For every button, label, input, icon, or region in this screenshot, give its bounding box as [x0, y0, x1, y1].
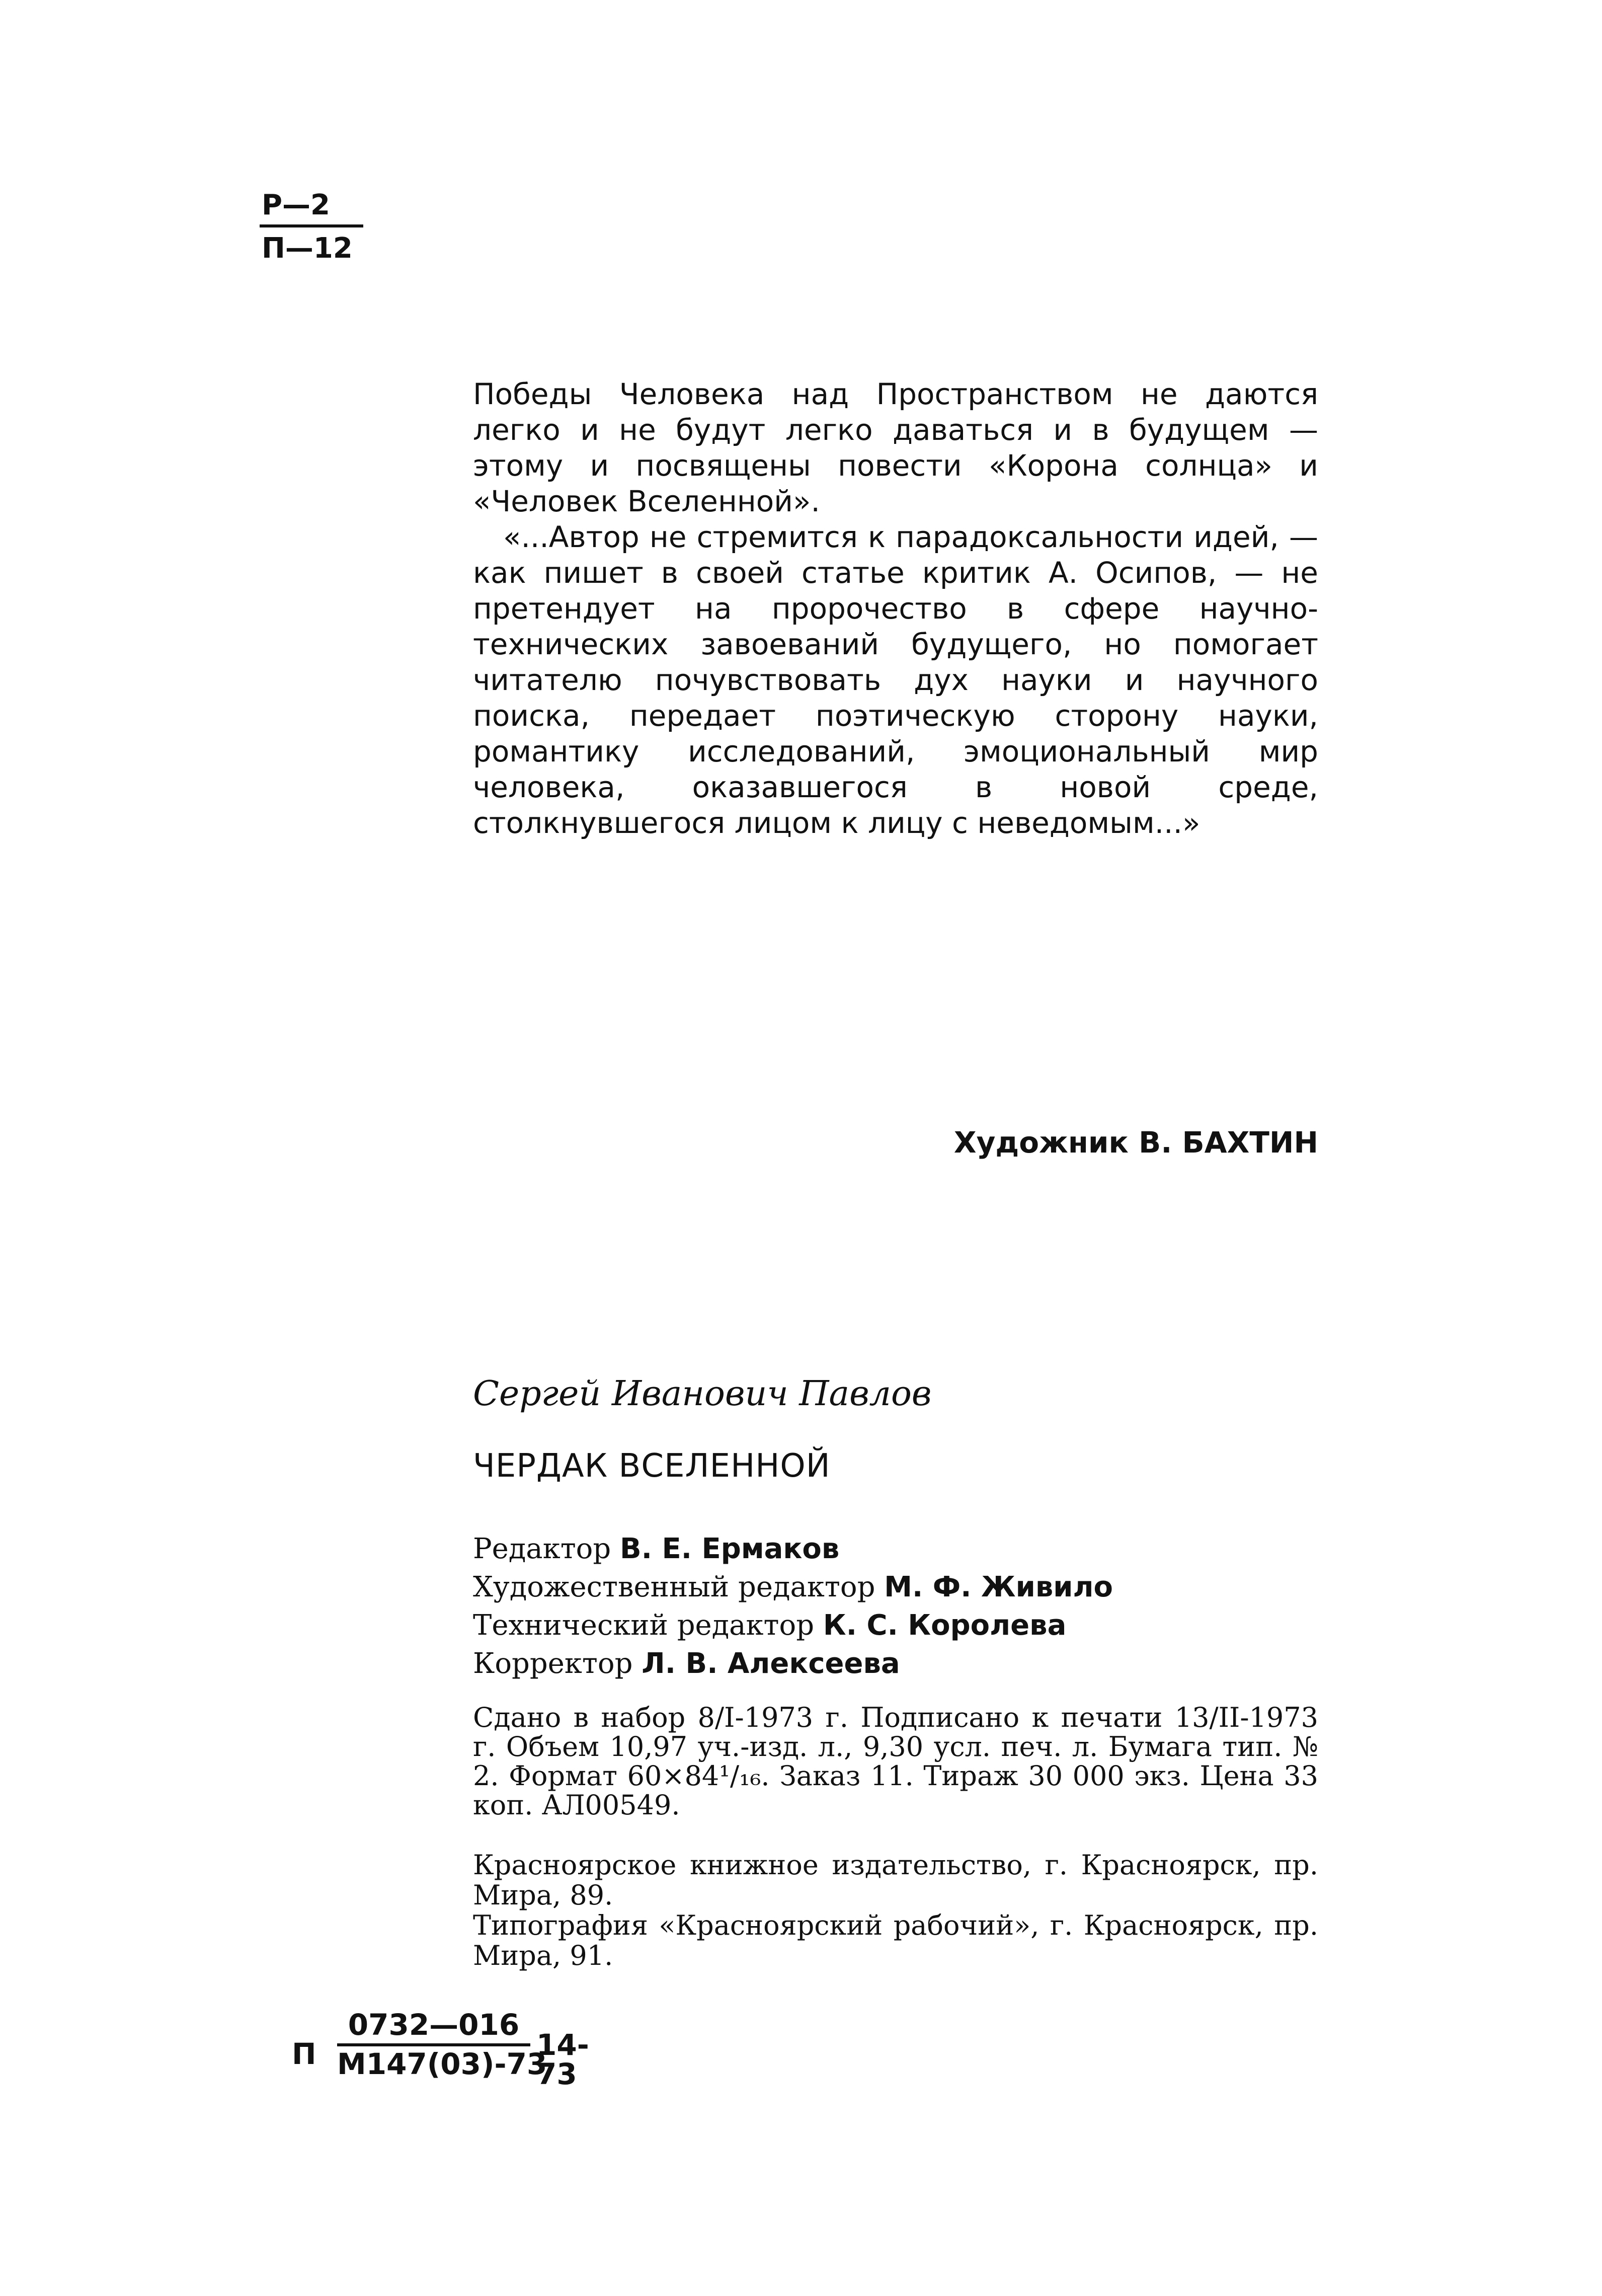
imprint-details: Сдано в набор 8/I-1973 г. Подписано к печати 13/II-1973 г. Объем 10,97 уч.-изд. л., 9,30 усл. печ. л. Бумага тип. № 2. Формат 60×84¹/₁₆. Заказ 11. Тираж 30 000 экз. Цена 33 коп. АЛ00549.	[473, 1702, 1318, 1821]
credit-row-art-editor	[473, 1568, 1328, 1606]
credit-person: К. С. Королева	[823, 1609, 1067, 1642]
credit-role: Редактор	[473, 1533, 611, 1565]
credit-person: В. Е. Ермаков	[620, 1533, 840, 1565]
author-name: Сергей Иванович Павлов	[473, 1374, 932, 1414]
classification-top: Р—2	[262, 189, 331, 221]
index-letter: П	[292, 2037, 316, 2071]
credit-role: Корректор	[473, 1647, 633, 1680]
index-fraction	[337, 2008, 547, 2081]
credit-row-editor	[473, 1530, 1328, 1568]
classification-bottom: П—12	[262, 232, 353, 265]
publisher-address: Красноярское книжное издательство, г. Красноярск, пр. Мира, 89.	[473, 1849, 1318, 1911]
credit-row-proofreader	[473, 1645, 1328, 1683]
annotation	[473, 376, 1318, 841]
annotation-paragraph-1: Победы Человека над Пространством не даются легко и не будут легко даваться и в будущем — этому и посвящены повести «Корона солнца» и «Человек Вселенной».	[473, 377, 1318, 518]
book-title: ЧЕРДАК ВСЕЛЕННОЙ	[473, 1447, 831, 1485]
printer-address: Типография «Красноярский рабочий», г. Красноярск, пр. Мира, 91.	[473, 1909, 1318, 1971]
credit-role: Технический редактор	[473, 1609, 815, 1642]
publisher-info	[473, 1850, 1318, 1971]
index-numerator: 0732—016	[348, 2008, 520, 2042]
credit-person: М. Ф. Живило	[884, 1571, 1113, 1603]
index-tail: 14-73	[536, 2028, 589, 2091]
editorial-credits	[473, 1530, 1328, 1683]
index-denominator: М147(03)-73	[337, 2047, 547, 2081]
classification-index	[260, 191, 370, 263]
credit-person: Л. В. Алексеева	[642, 1647, 900, 1680]
artist-credit: Художник В. БАХТИН	[953, 1125, 1318, 1160]
index-divider	[337, 2043, 530, 2046]
classification-divider	[260, 224, 363, 227]
credit-row-tech-editor	[473, 1606, 1328, 1645]
annotation-paragraph-2: «...Автор не стремится к парадоксальности идей, — как пишет в своей статье критик А. Осипов, — не претендует на пророчество в сфере научно-технических завоеваний будущего, но помогает читателю почувствовать дух науки и научного поиска, передает поэтическую сторону науки, романтику исследований, эмоциональный мир человека, оказавшегося в новой среде, столкнувшегося лицом к лицу с неведомым...»	[473, 520, 1318, 840]
credit-role: Художественный редактор	[473, 1571, 875, 1603]
